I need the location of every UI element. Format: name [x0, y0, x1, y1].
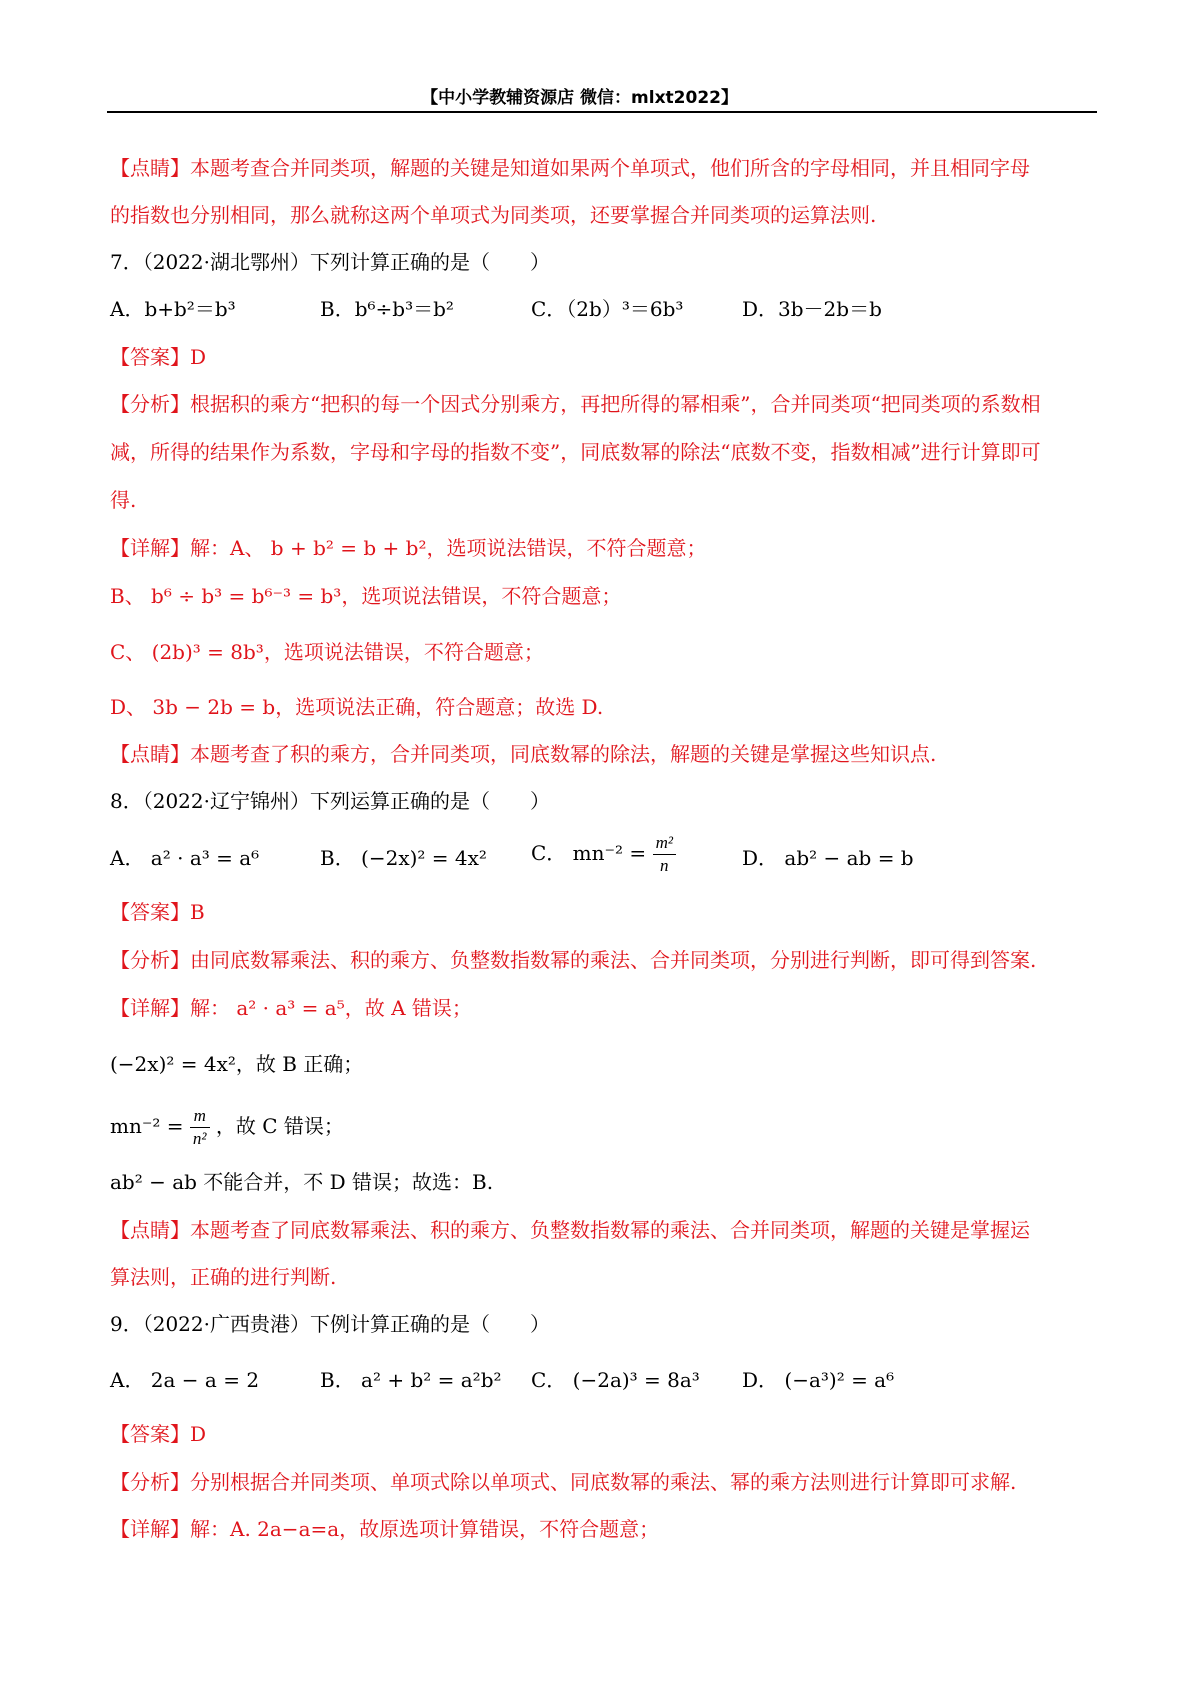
q7-analysis-1: 【分析】根据积的乘方“把积的每一个因式分别乘方，再把所得的幂相乘”，合并同类项“把同类项的系数相: [110, 392, 1041, 416]
q9-option-a: A． 2a − a = 2: [110, 1368, 260, 1392]
q7-option-c: C．（2b）³＝6b³: [531, 297, 684, 321]
q8-option-c-denominator: n: [660, 856, 669, 875]
q8-dianjing-2: 算法则，正确的进行判断.: [110, 1265, 337, 1289]
q7-detail-4: D、 3b − 2b = b，选项说法正确，符合题意；故选 D.: [110, 695, 604, 719]
q7-option-b: B．b⁶÷b³＝b²: [320, 297, 454, 321]
q8-detail-3-lhs: mn⁻² =: [110, 1114, 184, 1138]
dianjing-line-2: 的指数也分别相同，那么就称这两个单项式为同类项，还要掌握合并同类项的运算法则.: [110, 203, 877, 227]
q7-analysis-3: 得.: [110, 488, 137, 512]
q8-analysis: 【分析】由同底数幂乘法、积的乘方、负整数指数幂的乘法、合并同类项，分别进行判断，即可得到答案.: [110, 948, 1037, 972]
q8-detail-3-numerator: m: [190, 1105, 210, 1128]
q8-detail-2: (−2x)² = 4x²，故 B 正确；: [110, 1052, 364, 1076]
q7-detail-2: B、 b⁶ ÷ b³ = b⁶⁻³ = b³，选项说法错误，不符合题意；: [110, 584, 622, 608]
q7-detail-3: C、 (2b)³ = 8b³，选项说法错误，不符合题意；: [110, 640, 544, 664]
q8-option-c-numerator: m²: [653, 832, 676, 855]
q8-detail-3: [110, 1105, 344, 1150]
header-text: 【中小学教辅资源店 微信：mlxt2022】: [421, 88, 738, 108]
q8-option-c: [531, 832, 676, 877]
q7-dianjing: 【点睛】本题考查了积的乘方，合并同类项，同底数幂的除法，解题的关键是掌握这些知识点.: [110, 742, 937, 766]
q8-option-b: B． (−2x)² = 4x²: [320, 846, 487, 870]
q8-option-c-fraction: [653, 832, 676, 877]
q7-answer: 【答案】D: [110, 345, 207, 369]
header-rule: [107, 111, 1097, 113]
q8-detail-4: ab² − ab 不能合并，不 D 错误；故选：B.: [110, 1170, 494, 1194]
q9-option-d: D． (−a³)² = a⁶: [742, 1368, 895, 1392]
question-7: 7．（2022·湖北鄂州）下列计算正确的是（ ）: [110, 250, 550, 274]
q8-option-d: D． ab² − ab = b: [742, 846, 914, 870]
q8-answer: 【答案】B: [110, 900, 205, 924]
q8-detail-1: 【详解】解： a² · a³ = a⁵，故 A 错误；: [110, 996, 472, 1020]
q8-detail-3-fraction: [190, 1105, 210, 1150]
q8-detail-3-rhs: ，故 C 错误；: [215, 1114, 344, 1138]
q9-answer: 【答案】D: [110, 1422, 207, 1446]
dianjing-line-1: 【点睛】本题考查合并同类项，解题的关键是知道如果两个单项式，他们所含的字母相同，并且相同字母: [110, 156, 1030, 180]
q8-option-a: A． a² · a³ = a⁶: [110, 846, 260, 870]
q8-detail-3-denominator: n²: [192, 1129, 207, 1148]
q7-option-d: D．3b－2b＝b: [742, 297, 882, 321]
q8-option-c-lhs: C． mn⁻² =: [531, 841, 647, 865]
q9-detail-1: 【详解】解：A. 2a−a=a，故原选项计算错误，不符合题意；: [110, 1517, 660, 1541]
q7-option-a: A．b+b²＝b³: [110, 297, 236, 321]
q9-option-b: B． a² + b² = a²b²: [320, 1368, 502, 1392]
q8-dianjing-1: 【点睛】本题考查了同底数幂乘法、积的乘方、负整数指数幂的乘法、合并同类项，解题的关键是掌握运: [110, 1218, 1030, 1242]
question-8: 8．（2022·辽宁锦州）下列运算正确的是（ ）: [110, 789, 550, 813]
q7-analysis-2: 减，所得的结果作为系数，字母和字母的指数不变”，同底数幂的除法“底数不变，指数相减”进行计算即可: [110, 440, 1041, 464]
q7-detail-1: 【详解】解：A、 b + b² = b + b²，选项说法错误，不符合题意；: [110, 536, 707, 560]
question-9: 9．（2022·广西贵港）下例计算正确的是（ ）: [110, 1312, 550, 1336]
q9-option-c: C． (−2a)³ = 8a³: [531, 1368, 700, 1392]
q9-analysis: 【分析】分别根据合并同类项、单项式除以单项式、同底数幂的乘法、幂的乘方法则进行计算即可求解.: [110, 1470, 1017, 1494]
